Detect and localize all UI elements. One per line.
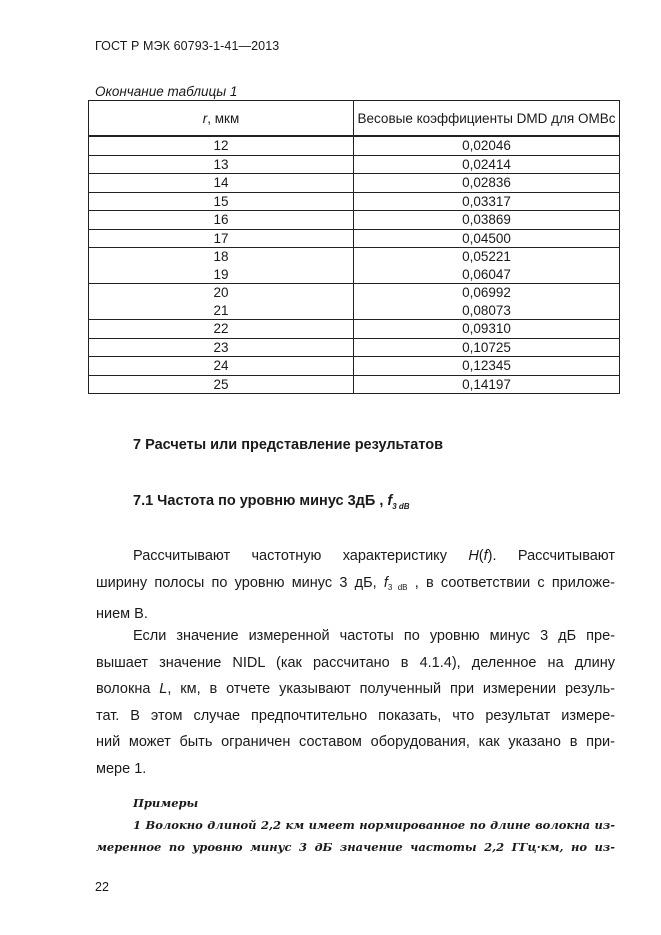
table-row bbox=[89, 211, 620, 230]
dmd-weights-table bbox=[88, 100, 620, 394]
paragraph-frequency-response: Рассчитывают частотную характеристику H(f). Рассчитывают ширину полосы по уровню минус 3 дБ, $f_{3 dB}$ , в соответствии с приложе- нием В. bbox=[96, 548, 615, 622]
examples-block bbox=[96, 792, 615, 858]
table-caption: Окончание таблицы 1 bbox=[95, 84, 238, 99]
cell-radius: 23 bbox=[89, 338, 354, 357]
cell-radius: 25 bbox=[89, 375, 354, 394]
page-number: 22 bbox=[95, 880, 109, 894]
table-row bbox=[89, 136, 620, 155]
table-row bbox=[89, 357, 620, 376]
section-7-heading: 7 Расчеты или представление результатов bbox=[133, 437, 444, 453]
table-row bbox=[89, 174, 620, 193]
cell-radius: 24 bbox=[89, 357, 354, 376]
examples-title: Примеры bbox=[133, 796, 199, 810]
table-row bbox=[89, 248, 620, 284]
cell-radius: 16 bbox=[89, 211, 354, 230]
cell-weight: 0,02046 bbox=[354, 136, 620, 155]
cell-weight: 0,09310 bbox=[354, 320, 620, 339]
cell-weight: 0,05221 0,06047 bbox=[354, 248, 620, 284]
cell-weight: 0,02836 bbox=[354, 174, 620, 193]
table-row bbox=[89, 192, 620, 211]
cell-radius: 18 19 bbox=[89, 248, 354, 284]
cell-radius: 20 21 bbox=[89, 284, 354, 320]
cell-radius: 17 bbox=[89, 229, 354, 248]
cell-radius: 15 bbox=[89, 192, 354, 211]
cell-weight: 0,03317 bbox=[354, 192, 620, 211]
col-radius-header: r, мкм bbox=[89, 101, 354, 137]
table-row bbox=[89, 338, 620, 357]
table-row bbox=[89, 320, 620, 339]
cell-weight: 0,12345 bbox=[354, 357, 620, 376]
cell-weight: 0,03869 bbox=[354, 211, 620, 230]
cell-radius: 14 bbox=[89, 174, 354, 193]
cell-radius: 12 bbox=[89, 136, 354, 155]
cell-weight: 0,14197 bbox=[354, 375, 620, 394]
col-weights-header: Весовые коэффициенты DMD для OMBc bbox=[354, 101, 620, 137]
example-1-line-2: меренное по уровню минус 3 дБ значение частоты 2,2 ГГц·км, но из- bbox=[96, 840, 615, 854]
cell-radius: 22 bbox=[89, 320, 354, 339]
cell-weight: 0,04500 bbox=[354, 229, 620, 248]
table-row bbox=[89, 229, 620, 248]
document-header: ГОСТ Р МЭК 60793-1-41—2013 bbox=[95, 39, 280, 53]
cell-weight: 0,06992 0,08073 bbox=[354, 284, 620, 320]
cell-weight: 0,10725 bbox=[354, 338, 620, 357]
cell-weight: 0,02414 bbox=[354, 155, 620, 174]
section-7-1-heading: 7.1 Частота по уровню минус 3дБ , $f_{3 dB}$ bbox=[133, 493, 410, 511]
cell-radius: 13 bbox=[89, 155, 354, 174]
table-row bbox=[89, 375, 620, 394]
table-header-row bbox=[89, 101, 620, 137]
example-1-line-1: 1 Волокно длиной 2,2 км имеет нормированное по длине волокна из- bbox=[133, 818, 615, 832]
table-row bbox=[89, 155, 620, 174]
table-row bbox=[89, 284, 620, 320]
paragraph-measured-frequency: Если значение измеренной частоты по уровню минус 3 дБ пре- вышает значение NIDL (как рассчитано в 4.1.4), деленное на длину волокна L, км, в отчете указывают полученный при измерении резуль- тат. В этом случае предпочтительно показать, что результат измере- ний может быть ограничен составом оборудования, как указано в при- мере 1. bbox=[96, 628, 616, 777]
